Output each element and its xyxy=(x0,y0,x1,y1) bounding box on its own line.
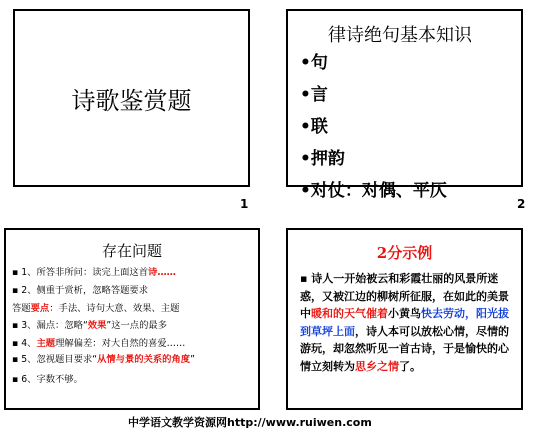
slide-1-number: 1 xyxy=(240,197,249,211)
slide-4-heading: 2分示例 xyxy=(376,244,433,262)
slide-4-body: ▪ 诗人一开始被云和彩霞壮丽的风景所迷惑，又被江边的柳树所征服，在如此的美景中暖和的天气催着小黄鸟快去劳动，阳光拔到草坪上面，诗人本可以放松心情，尽情的游玩，却忽然听见一首古诗，于是愉快的心情立刻转为思乡之情了。 xyxy=(300,272,509,373)
slide-2-number: 2 xyxy=(517,197,526,211)
slide-3-heading: 存在问题 xyxy=(101,242,162,260)
list-item: ▪ 4、主题理解偏差：对大自然的喜爱…… xyxy=(12,338,186,350)
list-item: ▪ 6、字数不够。 xyxy=(12,373,83,385)
footer-link[interactable]: 中学语文教学资源网http://www.ruiwen.com xyxy=(128,416,372,429)
slide-2-bullets xyxy=(300,47,447,207)
bullet-yan: •言 xyxy=(300,85,328,105)
slide-4[interactable] xyxy=(286,228,523,410)
slide-3-list xyxy=(12,264,254,389)
slide-1[interactable] xyxy=(13,9,250,187)
slide-2[interactable] xyxy=(286,9,523,201)
slide-2-heading: 律诗绝句基本知识 xyxy=(328,25,472,46)
bullet-yayun: •押韵 xyxy=(300,149,345,169)
list-item: ▪ 1、所答非所问：读完上面这首诗…… xyxy=(12,267,176,278)
list-item: ▪ 5、忽视题目要求“从情与景的关系的角度” xyxy=(12,353,195,365)
list-item: 答题要点：手法、诗句大意、效果、主题 xyxy=(12,302,180,314)
list-item: ▪ 2、侧重于赏析，忽略答题要求 xyxy=(12,284,149,296)
slide-1-title: 诗歌鉴赏题 xyxy=(71,87,192,115)
bullet-duizhang: •对仗：对偶、平仄 xyxy=(300,181,447,201)
bullet-ju: •句 xyxy=(300,53,328,73)
list-item: ▪ 3、漏点：忽略“效果”这一点的最多 xyxy=(12,320,167,332)
slide-3[interactable] xyxy=(4,228,260,410)
bullet-lian: •联 xyxy=(300,117,328,137)
